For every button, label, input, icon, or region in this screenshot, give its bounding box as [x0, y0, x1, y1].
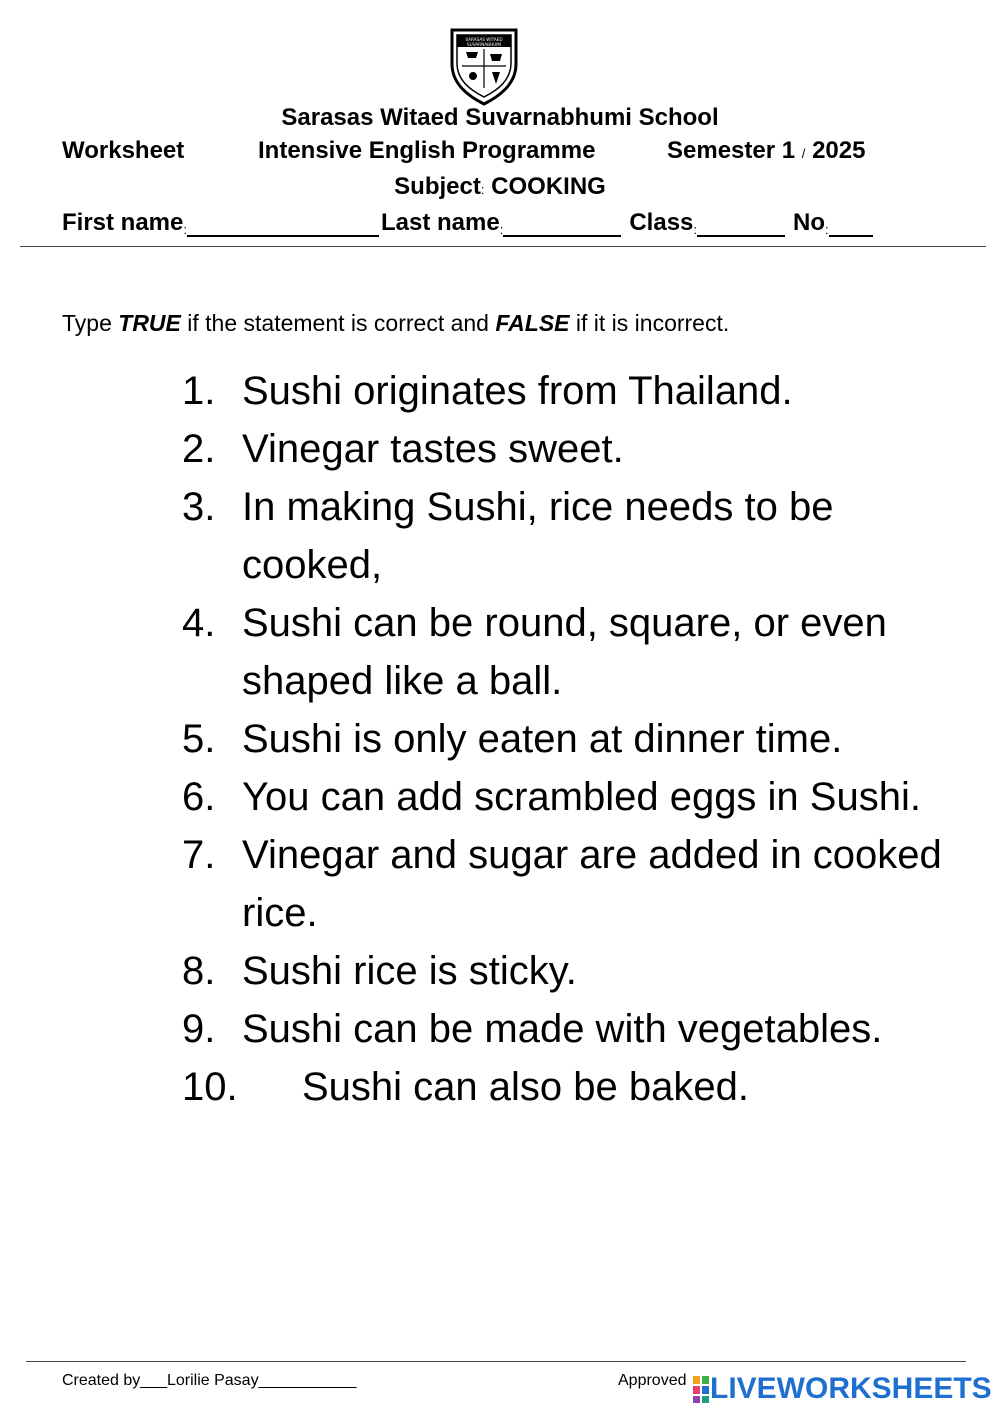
- no-blank[interactable]: [829, 211, 873, 237]
- question-item: [182, 826, 942, 942]
- subject-label: Subject: [394, 173, 481, 200]
- question-list: [182, 362, 942, 1116]
- question-item: [182, 1000, 942, 1058]
- question-number: 5.: [182, 717, 216, 761]
- instructions: [62, 310, 729, 337]
- no-label: No: [793, 209, 826, 236]
- svg-text:SUVARNABHUMI: SUVARNABHUMI: [466, 42, 502, 47]
- approved-label: Approved: [618, 1372, 687, 1389]
- question-number: 7.: [182, 833, 216, 877]
- question-item: [182, 594, 942, 710]
- semester: [667, 137, 865, 165]
- student-info-fields: [62, 209, 875, 237]
- false-word: FALSE: [495, 310, 570, 336]
- question-text: Sushi can be made with vegetables.: [242, 1007, 883, 1051]
- footer-divider: [26, 1361, 966, 1362]
- liveworksheets-logo[interactable]: [692, 1372, 992, 1406]
- question-number: 10.: [182, 1065, 238, 1109]
- question-text: You can add scrambled eggs in Sushi.: [242, 775, 921, 819]
- question-text: Sushi is only eaten at dinner time.: [242, 717, 843, 761]
- question-number: 4.: [182, 601, 216, 645]
- question-number: 2.: [182, 427, 216, 471]
- question-text: Sushi can also be baked.: [302, 1065, 749, 1109]
- question-text: Vinegar and sugar are added in cooked rice.: [242, 833, 942, 935]
- instructions-part2: if the statement is correct and: [180, 310, 496, 336]
- question-number: 3.: [182, 485, 216, 529]
- created-by: Created by___Lorilie Pasay___________: [62, 1372, 357, 1389]
- true-word: TRUE: [118, 310, 181, 336]
- subject-value: COOKING: [491, 173, 606, 200]
- class-label: Class: [629, 209, 694, 236]
- last-name-colon: :: [499, 222, 504, 237]
- instructions-part1: Type: [62, 310, 119, 336]
- question-item: [182, 710, 942, 768]
- first-name-blank[interactable]: [187, 211, 379, 237]
- liveworksheets-text: LIVEWORKSHEETS: [710, 1372, 992, 1405]
- class-blank[interactable]: [697, 211, 785, 237]
- question-item: [182, 420, 942, 478]
- programme-name: Intensive English Programme: [258, 137, 596, 164]
- subject-colon: :: [480, 182, 485, 197]
- question-item: [182, 942, 942, 1000]
- semester-year: 2025: [812, 137, 866, 164]
- question-text: Sushi can be round, square, or even shaped like a ball.: [242, 601, 887, 703]
- instructions-part3: if it is incorrect.: [569, 310, 730, 336]
- svg-text:SARASAS WITAED: SARASAS WITAED: [465, 37, 503, 42]
- question-text: Sushi originates from Thailand.: [242, 369, 793, 413]
- question-item: [182, 478, 942, 594]
- question-item: [182, 768, 942, 826]
- doc-type: Worksheet: [62, 137, 185, 164]
- question-item: [182, 362, 942, 420]
- question-number: 6.: [182, 775, 216, 819]
- question-number: 1.: [182, 369, 216, 413]
- question-text: Vinegar tastes sweet.: [242, 427, 624, 471]
- last-name-label: Last name: [381, 209, 500, 236]
- class-colon: :: [693, 222, 698, 237]
- first-name-colon: :: [183, 222, 187, 237]
- liveworksheets-mark-icon: [692, 1374, 710, 1404]
- question-text: In making Sushi, rice needs to be cooked,: [242, 485, 834, 587]
- question-number: 9.: [182, 1007, 216, 1051]
- question-item: [182, 1058, 942, 1116]
- no-colon: :: [825, 222, 829, 237]
- question-number: 8.: [182, 949, 216, 993]
- semester-slash: /: [801, 146, 806, 161]
- school-name: Sarasas Witaed Suvarnabhumi School: [281, 104, 719, 131]
- school-crest-logo: [448, 26, 520, 106]
- subject-line: [0, 173, 1000, 201]
- header-divider: [20, 246, 986, 247]
- question-text: Sushi rice is sticky.: [242, 949, 577, 993]
- last-name-blank[interactable]: [503, 211, 621, 237]
- semester-label: Semester 1: [667, 137, 796, 164]
- first-name-label: First name: [62, 209, 184, 236]
